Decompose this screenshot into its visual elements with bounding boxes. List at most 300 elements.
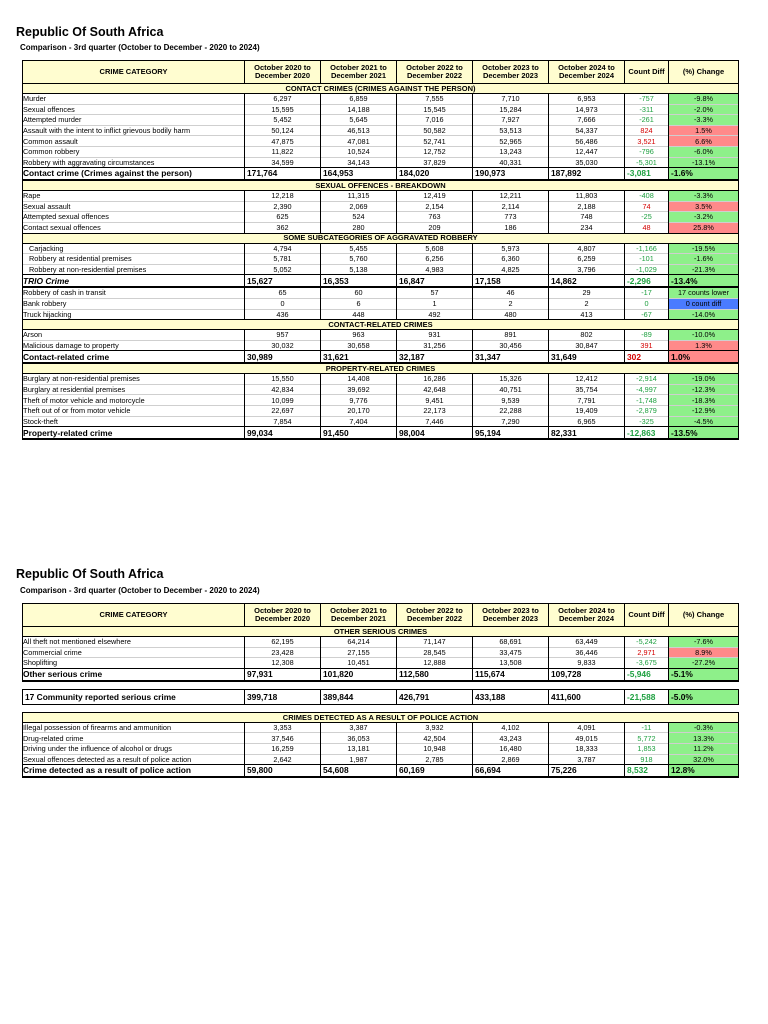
period-value: 12,211 xyxy=(473,191,549,202)
period-value: 399,718 xyxy=(245,689,321,704)
period-value: 9,776 xyxy=(321,395,397,406)
period-value: 28,545 xyxy=(397,647,473,658)
report-title: Republic Of South Africa xyxy=(16,567,164,581)
section-heading: OTHER SERIOUS CRIMES xyxy=(23,627,739,637)
row-label: All theft not mentioned elsewhere xyxy=(23,637,245,648)
period-value: 12,308 xyxy=(245,658,321,669)
period-value: 22,288 xyxy=(473,406,549,417)
table-row xyxy=(23,658,739,669)
column-header: October 2024 to December 2024 xyxy=(549,61,625,84)
pct-change: 8.9% xyxy=(669,647,739,658)
pct-change: -5.0% xyxy=(669,689,739,704)
pct-change: -3.2% xyxy=(669,212,739,223)
pct-change: 1.3% xyxy=(669,340,739,351)
row-label: Sexual offences detected as a result of police action xyxy=(23,754,245,765)
period-value: 98,004 xyxy=(397,427,473,440)
header-row xyxy=(23,604,739,627)
count-diff: -261 xyxy=(625,115,669,126)
count-diff: -3,675 xyxy=(625,658,669,669)
period-value: 957 xyxy=(245,330,321,341)
section-heading: SEXUAL OFFENCES - BREAKDOWN xyxy=(23,180,739,191)
row-label: Contact crime (Crimes against the person) xyxy=(23,168,245,181)
count-diff: 2,971 xyxy=(625,647,669,658)
period-value: 6,859 xyxy=(321,94,397,105)
row-label: Murder xyxy=(23,94,245,105)
period-value: 7,290 xyxy=(473,416,549,427)
count-diff: 8,532 xyxy=(625,765,669,778)
period-value: 891 xyxy=(473,330,549,341)
table-row xyxy=(23,94,739,105)
period-value: 7,016 xyxy=(397,115,473,126)
period-value: 36,446 xyxy=(549,647,625,658)
period-value: 23,428 xyxy=(245,647,321,658)
period-value: 27,155 xyxy=(321,647,397,658)
count-diff: 0 xyxy=(625,298,669,309)
table-row xyxy=(23,733,739,744)
total-row xyxy=(23,668,739,681)
period-value: 362 xyxy=(245,222,321,233)
period-value: 22,173 xyxy=(397,406,473,417)
count-diff: -3,081 xyxy=(625,168,669,181)
pct-change: -13.4% xyxy=(669,275,739,288)
period-value: 115,674 xyxy=(473,668,549,681)
pct-change: -7.6% xyxy=(669,637,739,648)
count-diff: -2,914 xyxy=(625,374,669,385)
period-value: 109,728 xyxy=(549,668,625,681)
pct-change: 3.5% xyxy=(669,201,739,212)
row-label: Rape xyxy=(23,191,245,202)
period-value: 6,297 xyxy=(245,94,321,105)
period-value: 7,710 xyxy=(473,94,549,105)
period-value: 66,694 xyxy=(473,765,549,778)
pct-change: 13.3% xyxy=(669,733,739,744)
period-value: 68,691 xyxy=(473,637,549,648)
period-value: 234 xyxy=(549,222,625,233)
column-header: October 2021 to December 2021 xyxy=(321,61,397,84)
period-value: 426,791 xyxy=(397,689,473,704)
section-heading-row xyxy=(23,627,739,637)
table-row xyxy=(23,136,739,147)
period-value: 33,475 xyxy=(473,647,549,658)
period-value: 46 xyxy=(473,287,549,298)
period-value: 29 xyxy=(549,287,625,298)
period-value: 22,697 xyxy=(245,406,321,417)
pct-change: -4.5% xyxy=(669,416,739,427)
period-value: 12,752 xyxy=(397,146,473,157)
row-label: Property-related crime xyxy=(23,427,245,440)
period-value: 101,820 xyxy=(321,668,397,681)
period-value: 187,892 xyxy=(549,168,625,181)
period-value: 7,791 xyxy=(549,395,625,406)
row-label: Malicious damage to property xyxy=(23,340,245,351)
column-header: Count Diff xyxy=(625,604,669,627)
table-row xyxy=(23,340,739,351)
period-value: 97,931 xyxy=(245,668,321,681)
pct-change: 32.0% xyxy=(669,754,739,765)
row-label: Stock-theft xyxy=(23,416,245,427)
pct-change: -3.3% xyxy=(669,191,739,202)
row-label: Shoplifting xyxy=(23,658,245,669)
count-diff: 1,853 xyxy=(625,743,669,754)
period-value: 12,218 xyxy=(245,191,321,202)
period-value: 413 xyxy=(549,309,625,320)
pct-change: -12.9% xyxy=(669,406,739,417)
period-value: 30,658 xyxy=(321,340,397,351)
section-heading-row xyxy=(23,180,739,191)
period-value: 40,331 xyxy=(473,157,549,168)
period-value: 4,794 xyxy=(245,243,321,254)
period-value: 31,347 xyxy=(473,351,549,364)
pct-change: -27.2% xyxy=(669,658,739,669)
count-diff: -796 xyxy=(625,146,669,157)
period-value: 37,829 xyxy=(397,157,473,168)
table-row xyxy=(23,254,739,265)
pct-change: -13.5% xyxy=(669,427,739,440)
row-label: Robbery at non-residential premises xyxy=(23,264,245,275)
period-value: 30,989 xyxy=(245,351,321,364)
pct-change: -18.3% xyxy=(669,395,739,406)
section-heading-row xyxy=(23,363,739,374)
period-value: 184,020 xyxy=(397,168,473,181)
row-label: Contact sexual offences xyxy=(23,222,245,233)
pct-change: -12.3% xyxy=(669,384,739,395)
period-value: 56,486 xyxy=(549,136,625,147)
period-value: 433,188 xyxy=(473,689,549,704)
count-diff: 3,521 xyxy=(625,136,669,147)
period-value: 2,114 xyxy=(473,201,549,212)
period-value: 748 xyxy=(549,212,625,223)
period-value: 14,862 xyxy=(549,275,625,288)
period-value: 11,822 xyxy=(245,146,321,157)
period-value: 2,188 xyxy=(549,201,625,212)
period-value: 4,091 xyxy=(549,722,625,733)
period-value: 7,854 xyxy=(245,416,321,427)
period-value: 6,256 xyxy=(397,254,473,265)
count-diff: -325 xyxy=(625,416,669,427)
period-value: 42,834 xyxy=(245,384,321,395)
period-value: 52,741 xyxy=(397,136,473,147)
period-value: 7,446 xyxy=(397,416,473,427)
period-value: 15,545 xyxy=(397,104,473,115)
crime-table xyxy=(22,603,739,778)
period-value: 17,158 xyxy=(473,275,549,288)
column-header: CRIME CATEGORY xyxy=(23,604,245,627)
period-value: 15,550 xyxy=(245,374,321,385)
period-value: 46,513 xyxy=(321,125,397,136)
period-value: 963 xyxy=(321,330,397,341)
count-diff: -17 xyxy=(625,287,669,298)
period-value: 9,539 xyxy=(473,395,549,406)
section-heading-row xyxy=(23,712,739,722)
row-label: Robbery with aggravating circumstances xyxy=(23,157,245,168)
pct-change: -21.3% xyxy=(669,264,739,275)
period-value: 12,888 xyxy=(397,658,473,669)
row-label: Theft of motor vehicle and motorcycle xyxy=(23,395,245,406)
table-row xyxy=(23,125,739,136)
count-diff: 74 xyxy=(625,201,669,212)
period-value: 6,965 xyxy=(549,416,625,427)
row-label: TRIO Crime xyxy=(23,275,245,288)
column-header: October 2020 to December 2020 xyxy=(245,604,321,627)
row-label: Arson xyxy=(23,330,245,341)
pct-change: -2.0% xyxy=(669,104,739,115)
table-row xyxy=(23,374,739,385)
pct-change: -13.1% xyxy=(669,157,739,168)
period-value: 10,099 xyxy=(245,395,321,406)
column-header: October 2022 to December 2022 xyxy=(397,604,473,627)
pct-change: -9.8% xyxy=(669,94,739,105)
column-header: October 2020 to December 2020 xyxy=(245,61,321,84)
total-row xyxy=(23,275,739,288)
period-value: 5,138 xyxy=(321,264,397,275)
count-diff: -25 xyxy=(625,212,669,223)
period-value: 5,452 xyxy=(245,115,321,126)
period-value: 16,353 xyxy=(321,275,397,288)
period-value: 7,404 xyxy=(321,416,397,427)
period-value: 37,546 xyxy=(245,733,321,744)
period-value: 492 xyxy=(397,309,473,320)
period-value: 95,194 xyxy=(473,427,549,440)
period-value: 60,169 xyxy=(397,765,473,778)
table-row xyxy=(23,243,739,254)
row-label: Theft out of or from motor vehicle xyxy=(23,406,245,417)
section-heading: SOME SUBCATEGORIES OF AGGRAVATED ROBBERY xyxy=(23,233,739,243)
table-row xyxy=(23,287,739,298)
period-value: 6,259 xyxy=(549,254,625,265)
section-heading: CONTACT CRIMES (CRIMES AGAINST THE PERSON) xyxy=(23,84,739,94)
period-value: 30,032 xyxy=(245,340,321,351)
total-row xyxy=(23,765,739,778)
row-label: 17 Community reported serious crime xyxy=(23,689,245,704)
period-value: 32,187 xyxy=(397,351,473,364)
table-row xyxy=(23,406,739,417)
period-value: 52,965 xyxy=(473,136,549,147)
period-value: 39,692 xyxy=(321,384,397,395)
period-value: 42,648 xyxy=(397,384,473,395)
pct-change: 6.6% xyxy=(669,136,739,147)
column-header: (%) Change xyxy=(669,604,739,627)
column-header: October 2023 to December 2023 xyxy=(473,604,549,627)
table-row xyxy=(23,298,739,309)
period-value: 186 xyxy=(473,222,549,233)
period-value: 15,595 xyxy=(245,104,321,115)
row-label: Drug-related crime xyxy=(23,733,245,744)
period-value: 10,451 xyxy=(321,658,397,669)
row-label: Burglary at non-residential premises xyxy=(23,374,245,385)
row-label: Bank robbery xyxy=(23,298,245,309)
pct-change: -19.0% xyxy=(669,374,739,385)
period-value: 30,847 xyxy=(549,340,625,351)
period-value: 15,284 xyxy=(473,104,549,115)
pct-change: 25.8% xyxy=(669,222,739,233)
period-value: 480 xyxy=(473,309,549,320)
period-value: 57 xyxy=(397,287,473,298)
period-value: 11,803 xyxy=(549,191,625,202)
period-value: 7,555 xyxy=(397,94,473,105)
period-value: 34,599 xyxy=(245,157,321,168)
period-value: 71,147 xyxy=(397,637,473,648)
period-value: 3,353 xyxy=(245,722,321,733)
period-value: 10,948 xyxy=(397,743,473,754)
period-value: 16,847 xyxy=(397,275,473,288)
period-value: 14,973 xyxy=(549,104,625,115)
row-label: Robbery at residential premises xyxy=(23,254,245,265)
period-value: 42,504 xyxy=(397,733,473,744)
period-value: 7,927 xyxy=(473,115,549,126)
period-value: 4,983 xyxy=(397,264,473,275)
total-row xyxy=(23,168,739,181)
count-diff: 5,772 xyxy=(625,733,669,744)
period-value: 99,034 xyxy=(245,427,321,440)
table-row xyxy=(23,264,739,275)
period-value: 34,143 xyxy=(321,157,397,168)
count-diff: -1,748 xyxy=(625,395,669,406)
period-value: 5,052 xyxy=(245,264,321,275)
pct-change: -1.6% xyxy=(669,254,739,265)
period-value: 31,621 xyxy=(321,351,397,364)
period-value: 2,154 xyxy=(397,201,473,212)
count-diff: -5,242 xyxy=(625,637,669,648)
pct-change: -6.0% xyxy=(669,146,739,157)
count-diff: 918 xyxy=(625,754,669,765)
period-value: 91,450 xyxy=(321,427,397,440)
period-value: 7,666 xyxy=(549,115,625,126)
section-heading: CRIMES DETECTED AS A RESULT OF POLICE ACTION xyxy=(23,712,739,722)
period-value: 209 xyxy=(397,222,473,233)
pct-change: -19.5% xyxy=(669,243,739,254)
table-row xyxy=(23,384,739,395)
period-value: 773 xyxy=(473,212,549,223)
pct-change: 0 count diff xyxy=(669,298,739,309)
count-diff: -2,296 xyxy=(625,275,669,288)
period-value: 2,785 xyxy=(397,754,473,765)
period-value: 47,081 xyxy=(321,136,397,147)
row-label: Assault with the intent to inflict grievous bodily harm xyxy=(23,125,245,136)
total-row xyxy=(23,427,739,440)
period-value: 5,781 xyxy=(245,254,321,265)
period-value: 280 xyxy=(321,222,397,233)
period-value: 2 xyxy=(549,298,625,309)
period-value: 4,807 xyxy=(549,243,625,254)
period-value: 16,259 xyxy=(245,743,321,754)
period-value: 50,582 xyxy=(397,125,473,136)
period-value: 2,069 xyxy=(321,201,397,212)
period-value: 82,331 xyxy=(549,427,625,440)
pct-change: 1.5% xyxy=(669,125,739,136)
pct-change: 12.8% xyxy=(669,765,739,778)
table-row xyxy=(23,157,739,168)
period-value: 164,953 xyxy=(321,168,397,181)
section-heading-row xyxy=(23,320,739,330)
table-row xyxy=(23,637,739,648)
count-diff: -12,863 xyxy=(625,427,669,440)
pct-change: -10.0% xyxy=(669,330,739,341)
period-value: 9,833 xyxy=(549,658,625,669)
pct-change: -5.1% xyxy=(669,668,739,681)
table-row xyxy=(23,212,739,223)
table-row xyxy=(23,754,739,765)
period-value: 389,844 xyxy=(321,689,397,704)
period-value: 15,627 xyxy=(245,275,321,288)
period-value: 13,243 xyxy=(473,146,549,157)
period-value: 448 xyxy=(321,309,397,320)
column-header: October 2023 to December 2023 xyxy=(473,61,549,84)
period-value: 65 xyxy=(245,287,321,298)
period-value: 14,188 xyxy=(321,104,397,115)
period-value: 4,102 xyxy=(473,722,549,733)
count-diff: -1,029 xyxy=(625,264,669,275)
row-label: Sexual assault xyxy=(23,201,245,212)
count-diff: -11 xyxy=(625,722,669,733)
period-value: 20,170 xyxy=(321,406,397,417)
section-heading: CONTACT-RELATED CRIMES xyxy=(23,320,739,330)
period-value: 5,608 xyxy=(397,243,473,254)
table-row xyxy=(23,115,739,126)
table-row xyxy=(23,309,739,320)
period-value: 75,226 xyxy=(549,765,625,778)
count-diff: -89 xyxy=(625,330,669,341)
report-subtitle: Comparison - 3rd quarter (October to December - 2020 to 2024) xyxy=(20,586,260,595)
period-value: 1,987 xyxy=(321,754,397,765)
count-diff: -757 xyxy=(625,94,669,105)
row-label: Truck hijacking xyxy=(23,309,245,320)
period-value: 6 xyxy=(321,298,397,309)
pct-change: 11.2% xyxy=(669,743,739,754)
period-value: 12,419 xyxy=(397,191,473,202)
pct-change: 17 counts lower xyxy=(669,287,739,298)
row-label: Attempted sexual offences xyxy=(23,212,245,223)
count-diff: -2,879 xyxy=(625,406,669,417)
period-value: 16,286 xyxy=(397,374,473,385)
row-label: Driving under the influence of alcohol or drugs xyxy=(23,743,245,754)
column-header: Count Diff xyxy=(625,61,669,84)
period-value: 49,015 xyxy=(549,733,625,744)
period-value: 59,800 xyxy=(245,765,321,778)
count-diff: 48 xyxy=(625,222,669,233)
row-label: Carjacking xyxy=(23,243,245,254)
pct-change: -1.6% xyxy=(669,168,739,181)
column-header: (%) Change xyxy=(669,61,739,84)
grand-total-row xyxy=(23,689,739,704)
header-row xyxy=(23,61,739,84)
section-heading-row xyxy=(23,84,739,94)
count-diff: -4,997 xyxy=(625,384,669,395)
pct-change: -3.3% xyxy=(669,115,739,126)
table-row xyxy=(23,222,739,233)
column-header: October 2021 to December 2021 xyxy=(321,604,397,627)
row-label: Common assault xyxy=(23,136,245,147)
count-diff: -21,588 xyxy=(625,689,669,704)
period-value: 931 xyxy=(397,330,473,341)
count-diff: 302 xyxy=(625,351,669,364)
count-diff: -5,946 xyxy=(625,668,669,681)
row-label: Illegal possession of firearms and ammunition xyxy=(23,722,245,733)
period-value: 35,030 xyxy=(549,157,625,168)
row-label: Burglary at residential premises xyxy=(23,384,245,395)
period-value: 13,508 xyxy=(473,658,549,669)
period-value: 54,608 xyxy=(321,765,397,778)
row-label: Crime detected as a result of police action xyxy=(23,765,245,778)
table-row xyxy=(23,722,739,733)
total-row xyxy=(23,351,739,364)
period-value: 50,124 xyxy=(245,125,321,136)
period-value: 2,390 xyxy=(245,201,321,212)
period-value: 12,447 xyxy=(549,146,625,157)
period-value: 5,760 xyxy=(321,254,397,265)
period-value: 60 xyxy=(321,287,397,298)
row-label: Other serious crime xyxy=(23,668,245,681)
period-value: 6,360 xyxy=(473,254,549,265)
